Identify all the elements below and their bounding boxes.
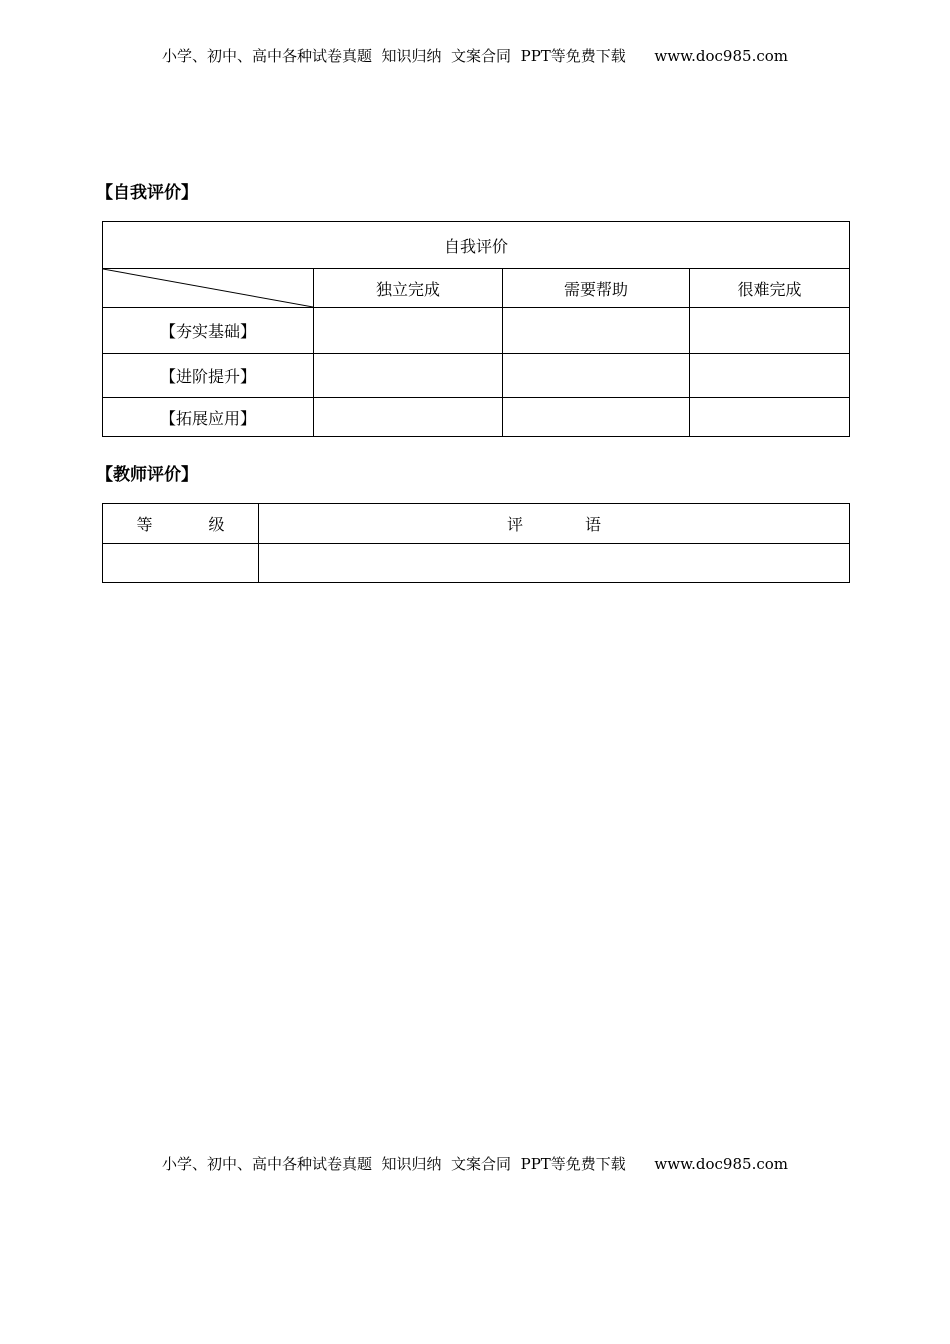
column-header-need-help: 需要帮助 xyxy=(503,269,690,308)
rating-cell[interactable] xyxy=(690,308,850,354)
comment-label-char-1: 评 xyxy=(506,515,523,534)
row-label-advanced: 【进阶提升】 xyxy=(103,354,314,398)
diagonal-header-cell xyxy=(103,269,314,308)
self-eval-section-title: 【自我评价】 xyxy=(96,183,198,203)
table-row xyxy=(103,398,850,437)
grade-label-char-1: 等 xyxy=(136,515,153,534)
column-header-independent: 独立完成 xyxy=(314,269,503,308)
rating-cell[interactable] xyxy=(503,398,690,437)
self-eval-table xyxy=(102,221,850,437)
rating-cell[interactable] xyxy=(503,308,690,354)
teacher-eval-table xyxy=(102,503,850,583)
row-label-application: 【拓展应用】 xyxy=(103,398,314,437)
grade-cell[interactable] xyxy=(103,544,259,583)
table-row xyxy=(103,354,850,398)
page-footer: 小学、初中、高中各种试卷真题 知识归纳 文案合同 PPT等免费下载 www.doc985.com xyxy=(161,1155,788,1173)
rating-cell[interactable] xyxy=(690,398,850,437)
page-header: 小学、初中、高中各种试卷真题 知识归纳 文案合同 PPT等免费下载 www.doc985.com xyxy=(161,47,788,65)
comment-header xyxy=(259,504,850,544)
comment-cell[interactable] xyxy=(259,544,850,583)
rating-cell[interactable] xyxy=(503,354,690,398)
teacher-eval-section-title: 【教师评价】 xyxy=(96,465,198,485)
column-header-difficult: 很难完成 xyxy=(690,269,850,308)
table-row xyxy=(103,308,850,354)
row-label-foundation: 【夯实基础】 xyxy=(103,308,314,354)
self-eval-table-title: 自我评价 xyxy=(103,222,850,269)
table-row xyxy=(103,544,850,583)
grade-label-char-2: 级 xyxy=(208,515,225,534)
rating-cell[interactable] xyxy=(314,308,503,354)
rating-cell[interactable] xyxy=(314,354,503,398)
grade-header xyxy=(103,504,259,544)
rating-cell[interactable] xyxy=(690,354,850,398)
diagonal-line xyxy=(103,269,313,307)
rating-cell[interactable] xyxy=(314,398,503,437)
comment-label-char-2: 语 xyxy=(585,515,602,534)
